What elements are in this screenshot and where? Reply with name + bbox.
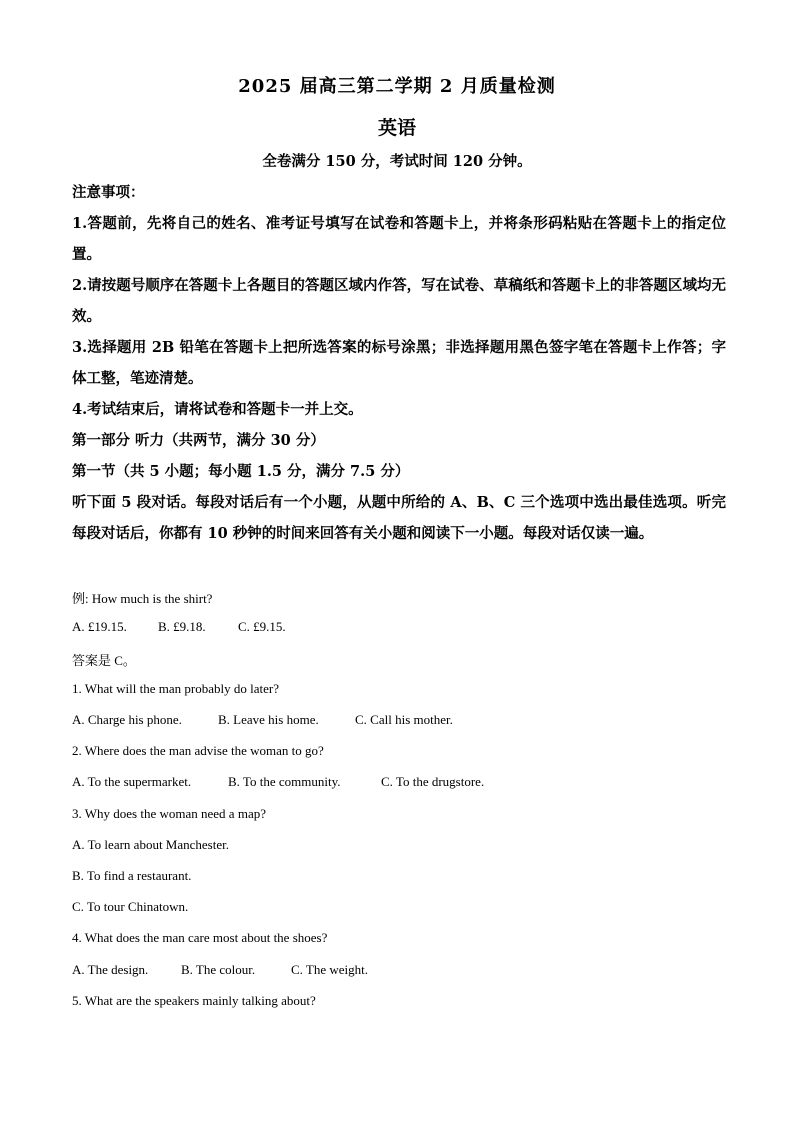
notice-item-4: 4.考试结束后，请将试卷和答题卡一并上交。 — [72, 401, 363, 418]
notice-item-1: 1.答题前，先将自己的姓名、准考证号填写在试卷和答题卡上，并将条形码粘贴在答题卡上的指定位置。 — [72, 215, 726, 263]
question-2-options — [72, 774, 484, 790]
option-c: C. The weight. — [291, 962, 369, 977]
listening-instructions: 听下面 5 段对话。每段对话后有一个小题，从题中所给的 A、B、C 三个选项中选出最佳选项。听完每段对话后，你都有 10 秒钟的时间来回答有关小题和阅读下一小题。每段对话仅读一遍。 — [72, 494, 726, 542]
option-a: A. Charge his phone. — [72, 712, 182, 727]
option-b: B. £9.18. — [158, 619, 206, 634]
example-options — [72, 619, 286, 635]
exam-title: 2025 届高三第二学期 2 月质量检测 — [238, 76, 556, 97]
question-4: 4. What does the man care most about the shoes? — [72, 930, 328, 945]
question-1: 1. What will the man probably do later? — [72, 681, 279, 696]
question-3-option-a: A. To learn about Manchester. — [72, 837, 229, 852]
notice-item-2: 2.请按题号顺序在答题卡上各题目的答题区域内作答，写在试卷、草稿纸和答题卡上的非答题区域均无效。 — [72, 277, 726, 325]
question-4-options — [72, 962, 368, 978]
option-c: C. £9.15. — [238, 619, 286, 634]
question-2: 2. Where does the man advise the woman to go? — [72, 743, 324, 758]
option-c: C. To the drugstore. — [381, 774, 485, 789]
notice-item-3: 3.选择题用 2B 铅笔在答题卡上把所选答案的标号涂黑；非选择题用黑色签字笔在答题卡上作答；字体工整，笔迹清楚。 — [72, 339, 726, 387]
option-c: C. Call his mother. — [355, 712, 453, 727]
example-answer: 答案是 C。 — [72, 653, 136, 668]
question-3-option-c: C. To tour Chinatown. — [72, 899, 189, 914]
option-b: B. The colour. — [181, 962, 256, 977]
notice-heading: 注意事项： — [72, 184, 145, 201]
option-b: B. To the community. — [228, 774, 341, 789]
question-1-options — [72, 712, 453, 728]
part1-heading: 第一部分 听力（共两节，满分 30 分） — [72, 432, 325, 449]
option-a: A. To the supermarket. — [72, 774, 192, 789]
question-3-option-b: B. To find a restaurant. — [72, 868, 192, 883]
question-3: 3. Why does the woman need a map? — [72, 806, 266, 821]
option-a: A. £19.15. — [72, 619, 127, 634]
option-b: B. Leave his home. — [218, 712, 319, 727]
option-a: A. The design. — [72, 962, 149, 977]
section1-heading: 第一节（共 5 小题；每小题 1.5 分，满分 7.5 分） — [72, 463, 410, 480]
subject-title: 英语 — [377, 117, 416, 139]
question-5: 5. What are the speakers mainly talking about? — [72, 993, 316, 1008]
score-note: 全卷满分 150 分，考试时间 120 分钟。 — [262, 153, 532, 170]
example-question: 例: How much is the shirt? — [72, 591, 213, 606]
